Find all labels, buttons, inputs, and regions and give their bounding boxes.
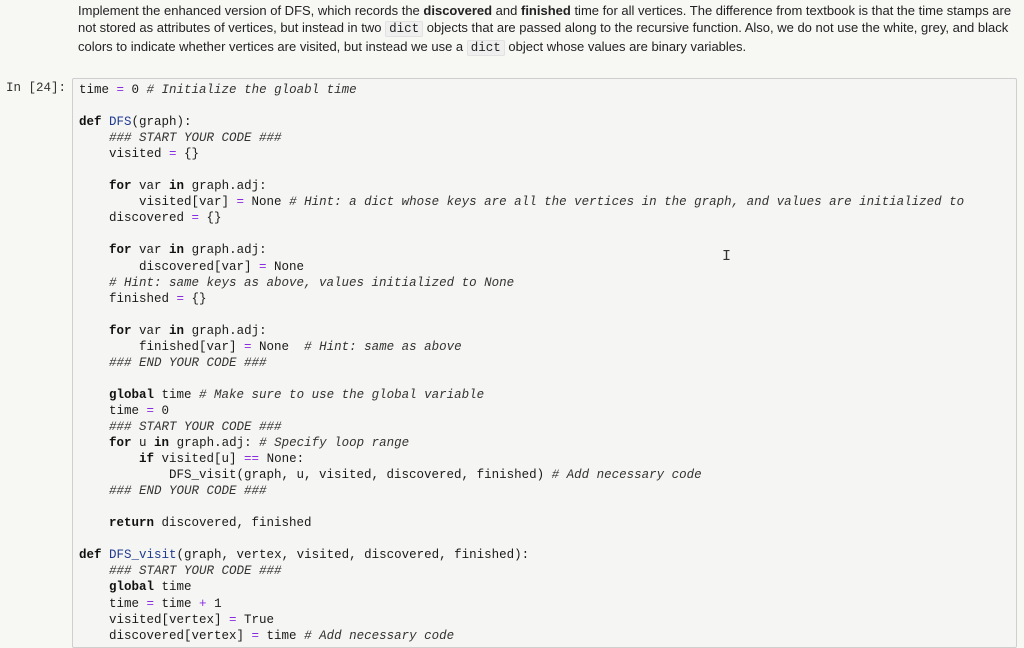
code-token: {}	[184, 291, 207, 306]
inline-code: dict	[385, 21, 423, 37]
code-token: discovered, finished	[154, 516, 312, 531]
code-token: var	[131, 323, 170, 338]
code-line	[79, 451, 964, 467]
code-line	[79, 419, 964, 435]
code-token: visited[vertex]	[79, 612, 230, 627]
code-token: 1	[206, 596, 222, 611]
code-line	[79, 114, 964, 130]
operator-token: =	[229, 612, 237, 627]
keyword-token: in	[154, 436, 170, 451]
markdown-cell[interactable]	[78, 2, 1013, 57]
comment-token: # Make sure to use the global variable	[199, 387, 485, 402]
code-token: (graph, vertex, visited, discovered, finished):	[176, 548, 530, 563]
code-line	[79, 275, 964, 291]
code-line	[79, 403, 964, 419]
comment-token: ### START YOUR CODE ###	[109, 131, 282, 146]
comment-token: ### END YOUR CODE ###	[109, 355, 267, 370]
function-name-token: DFS_visit	[109, 548, 177, 563]
operator-token: =	[169, 147, 177, 162]
code-line	[79, 162, 964, 178]
code-token: var	[131, 243, 170, 258]
code-line	[79, 355, 964, 371]
code-token: graph.adj:	[169, 436, 260, 451]
code-line	[79, 323, 964, 339]
code-token	[79, 484, 109, 498]
code-token	[102, 115, 110, 129]
code-token: discovered[var]	[79, 259, 260, 274]
text-run: Implement the enhanced version of DFS, which records the	[78, 3, 424, 18]
text-run: objects that are passed along to the recursive function. Also, we do not use the white, grey, and black colors to indicate whether vertices are visited, but instead we use a	[78, 20, 1009, 54]
operator-token: =	[251, 628, 260, 643]
code-line	[79, 483, 964, 499]
code-token: visited[u]	[154, 452, 245, 467]
code-line	[79, 547, 964, 563]
code-token: visited	[79, 147, 170, 162]
code-text[interactable]	[79, 82, 964, 644]
comment-token: ### END YOUR CODE ###	[109, 484, 267, 499]
code-line	[79, 146, 964, 162]
code-token: time	[79, 83, 117, 97]
keyword-token: def	[79, 548, 102, 563]
code-line	[79, 515, 964, 531]
code-token: 0	[154, 403, 170, 418]
code-token: time	[79, 403, 147, 418]
text-cursor-icon: I	[722, 248, 732, 265]
operator-token: =	[176, 291, 185, 306]
code-token: time	[259, 628, 305, 643]
code-token	[79, 580, 109, 594]
code-line	[79, 210, 964, 226]
code-token: u	[131, 436, 155, 451]
text-run: object whose values are binary variables.	[504, 39, 747, 54]
keyword-token: for	[109, 243, 132, 258]
comment-token: # Hint: a dict whose keys are all the vertices in the graph, and values are initialized to	[289, 195, 965, 210]
code-token	[79, 356, 109, 370]
comment-token: ### START YOUR CODE ###	[109, 419, 282, 434]
code-token	[79, 516, 109, 530]
code-token: var	[131, 179, 170, 194]
code-line	[79, 628, 964, 644]
operator-token: =	[259, 259, 267, 274]
bold-term: finished	[520, 3, 571, 18]
code-token: None:	[259, 452, 305, 467]
code-token: 0	[124, 83, 147, 97]
code-line	[79, 371, 964, 387]
code-token: graph.adj:	[184, 179, 267, 194]
code-line	[79, 82, 964, 98]
code-token: time	[154, 387, 200, 402]
comment-token: ### START YOUR CODE ###	[109, 564, 282, 579]
code-token: True	[236, 612, 275, 627]
code-token: {}	[199, 211, 222, 226]
code-token	[79, 420, 109, 434]
code-line	[79, 226, 964, 242]
comment-token: # Hint: same as above	[304, 339, 462, 354]
code-token	[79, 276, 109, 290]
operator-token: =	[116, 83, 125, 97]
code-line	[79, 242, 964, 258]
code-token	[79, 452, 139, 466]
code-line	[79, 307, 964, 323]
code-token: time	[154, 596, 200, 611]
code-token: None	[251, 339, 305, 354]
code-token: visited[var]	[79, 195, 237, 210]
code-line	[79, 596, 964, 612]
keyword-token: in	[169, 323, 185, 338]
bold-term: discovered	[423, 3, 493, 18]
cell-prompt: In [24]:	[6, 81, 67, 95]
operator-token: =	[191, 211, 200, 226]
code-cell-editor[interactable]	[72, 78, 1017, 648]
keyword-token: global	[109, 387, 155, 402]
operator-token: ==	[244, 452, 260, 467]
code-line	[79, 435, 964, 451]
text-run: time for all vertices. The difference from textbook is that the time stamps are not stored as attributes of vertices, but instead in two	[78, 3, 1012, 35]
code-line	[79, 612, 964, 628]
code-token: time	[79, 596, 147, 611]
keyword-token: for	[109, 179, 132, 194]
code-token: None	[266, 259, 305, 274]
code-token	[79, 179, 109, 193]
code-token: graph.adj:	[184, 243, 267, 258]
code-line	[79, 98, 964, 114]
text-run: and	[492, 3, 521, 18]
code-line	[79, 563, 964, 579]
code-token: discovered[vertex]	[79, 628, 252, 643]
code-token: graph.adj:	[184, 323, 267, 338]
code-line	[79, 291, 964, 307]
operator-token: =	[146, 403, 155, 418]
code-line	[79, 130, 964, 146]
code-token	[79, 436, 109, 450]
code-line	[79, 339, 964, 355]
keyword-token: for	[109, 323, 132, 338]
inline-code: dict	[467, 40, 505, 56]
comment-token: # Add necessary code	[551, 468, 702, 483]
code-token: finished	[79, 291, 177, 306]
code-token	[79, 388, 109, 402]
keyword-token: if	[139, 452, 155, 467]
comment-token: # Initialize the gloabl time	[146, 83, 357, 97]
operator-token: +	[199, 596, 207, 611]
code-line	[79, 531, 964, 547]
code-line	[79, 499, 964, 515]
code-line	[79, 178, 964, 194]
code-line	[79, 467, 964, 483]
keyword-token: in	[169, 179, 185, 194]
keyword-token: for	[109, 436, 132, 451]
operator-token: =	[236, 195, 245, 210]
comment-token: # Hint: same keys as above, values initialized to None	[109, 275, 515, 290]
code-token: time	[154, 580, 192, 595]
instructions-text	[78, 2, 1013, 57]
code-token	[79, 131, 109, 145]
code-line	[79, 579, 964, 595]
code-token	[79, 564, 109, 578]
code-token: {}	[176, 147, 200, 162]
code-token	[79, 324, 109, 338]
keyword-token: in	[169, 243, 185, 258]
operator-token: =	[146, 596, 155, 611]
code-line	[79, 259, 964, 275]
keyword-token: def	[79, 115, 102, 130]
comment-token: # Specify loop range	[259, 436, 410, 451]
code-token	[79, 243, 109, 257]
code-token: discovered	[79, 211, 192, 226]
comment-token: # Add necessary code	[304, 628, 455, 643]
code-line	[79, 194, 964, 210]
keyword-token: global	[109, 580, 155, 595]
code-token: (graph):	[131, 115, 192, 130]
keyword-token: return	[109, 516, 155, 531]
code-token: finished[var]	[79, 339, 245, 354]
code-line	[79, 387, 964, 403]
code-token: DFS_visit(graph, u, visited, discovered, finished)	[79, 468, 552, 483]
code-token	[102, 548, 110, 562]
code-token: None	[244, 195, 290, 210]
operator-token: =	[244, 339, 252, 354]
function-name-token: DFS	[109, 115, 132, 130]
